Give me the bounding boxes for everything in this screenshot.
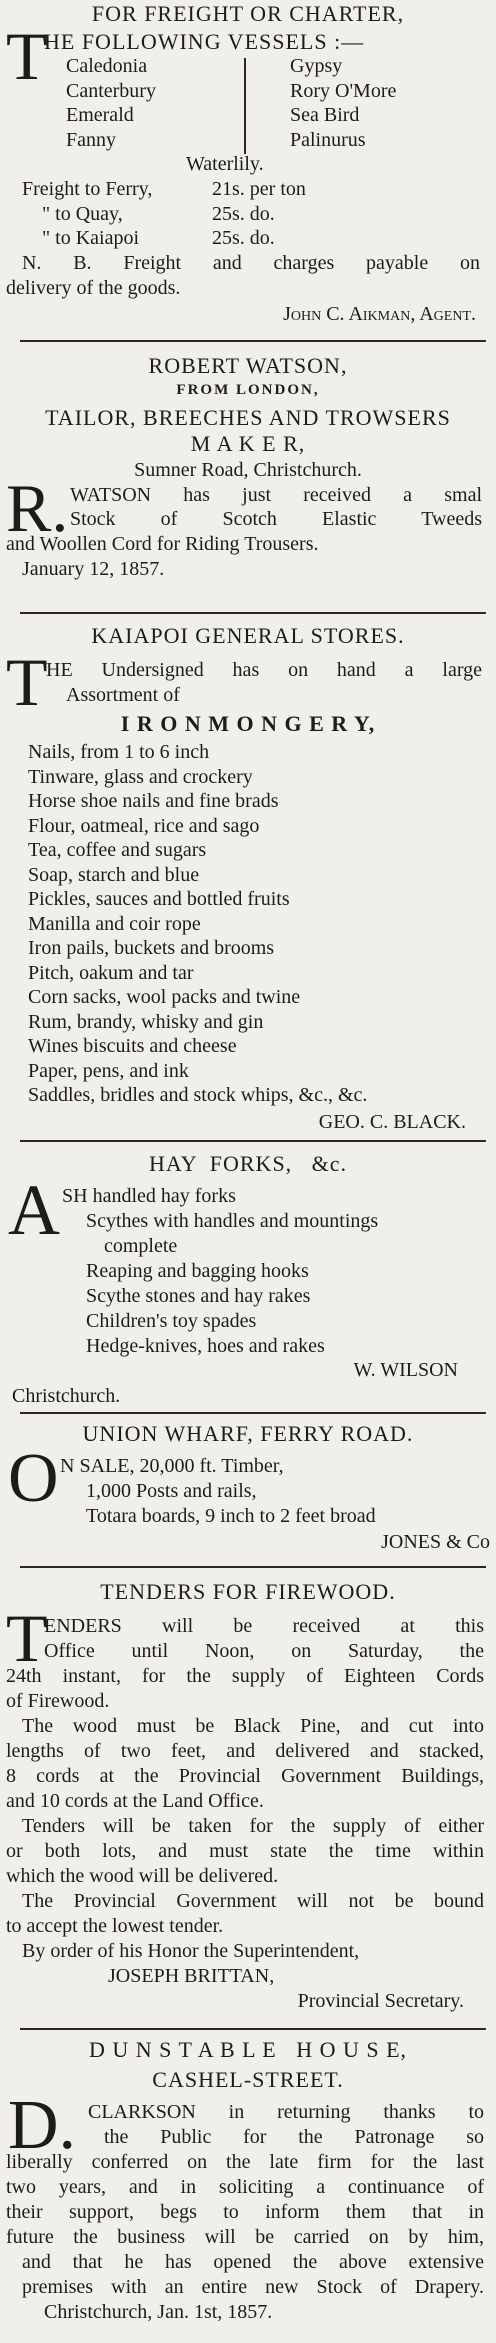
vessels-heading: FOR FREIGHT OR CHARTER, [91, 1, 405, 26]
freight-note-continued: delivery of the goods. [6, 277, 181, 299]
tenders-line: By order of his Honor the Superintendent, [22, 1940, 360, 1962]
kaiapoi-items [28, 740, 367, 1108]
dunstable-dropcap: D. [8, 2087, 77, 2164]
vessels-intro: HE FOLLOWING VESSELS :— [44, 29, 365, 54]
watson-body-line: WATSON has just received a smal [70, 484, 482, 506]
watson-trade: TAILOR, BREECHES AND TROWSERS [45, 405, 451, 430]
list-item: Iron pails, buckets and brooms [28, 937, 275, 959]
freight-rates [22, 177, 442, 251]
hayforks-dropcap: A [8, 1170, 60, 1250]
union-heading: UNION WHARF, FERRY ROAD. [82, 1421, 414, 1446]
list-item: Pickles, sauces and bottled fruits [28, 888, 290, 910]
dunstable-date: Christchurch, Jan. 1st, 1857. [44, 2301, 273, 2323]
watson-date: January 12, 1857. [22, 558, 165, 580]
watson-name: ROBERT WATSON, [148, 353, 348, 378]
divider [20, 1140, 486, 1142]
list-item: Soap, starch and blue [28, 863, 200, 886]
list-item: Rum, brandy, whisky and gin [28, 1010, 264, 1033]
divider [20, 1412, 486, 1414]
tenders-line: lengths of two feet, and delivered and stacked, [6, 1740, 484, 1762]
hayforks-line: Scythes with handles and mountings [86, 1210, 379, 1232]
tenders-line: ENDERS will be received at this [44, 1615, 484, 1637]
dunstable-line: liberally conferred on the late firm for the last [6, 2151, 484, 2173]
union-signature: JONES & Co [381, 1531, 490, 1553]
divider [20, 2028, 486, 2030]
tenders-line: to accept the lowest tender. [6, 1915, 224, 1937]
kaiapoi-intro-continued: Assortment of [66, 684, 180, 706]
dunstable-street: CASHEL-STREET. [152, 2067, 344, 2092]
tenders-line: Office until Noon, on Saturday, the [44, 1640, 484, 1662]
vessels-divider [244, 58, 246, 154]
list-item: Manilla and coir rope [28, 912, 201, 935]
list-item: Wines biscuits and cheese [28, 1035, 237, 1057]
kaiapoi-signature: GEO. C. BLACK. [318, 1111, 466, 1133]
list-item: Saddles, bridles and stock whips, &c., &c. [28, 1084, 368, 1106]
tenders-line: The wood must be Black Pine, and cut into [22, 1715, 484, 1737]
union-dropcap: O [8, 1440, 59, 1517]
vessels-list-right [290, 54, 396, 152]
hayforks-line: complete [104, 1235, 178, 1257]
watson-body-line: and Woollen Cord for Riding Trousers. [6, 533, 319, 555]
tenders-line: 24th instant, for the supply of Eighteen Cords [6, 1665, 484, 1687]
vessel-name: Sea Bird [290, 104, 360, 126]
dunstable-line: two years, and in soliciting a continuance of [6, 2176, 484, 2198]
tenders-heading: TENDERS FOR FIREWOOD. [100, 1579, 396, 1604]
vessels-list-left [66, 54, 156, 152]
rate-row: " to Quay, 25s. do. [42, 202, 275, 225]
hayforks-line: SH handled hay forks [62, 1185, 236, 1207]
tenders-line: of Firewood. [6, 1690, 110, 1712]
vessel-name: Palinurus [290, 128, 366, 151]
vessel-name-waterlily: Waterlily. [186, 153, 264, 175]
tenders-line: and 10 cords at the Land Office. [6, 1790, 264, 1812]
vessel-name: Fanny [66, 128, 116, 151]
hayforks-signature: W. WILSON [353, 1359, 458, 1381]
hayforks-line: Children's toy spades [86, 1310, 257, 1332]
list-item: Tinware, glass and crockery [28, 765, 253, 788]
freight-note: N. B. Freight and charges payable on [22, 252, 480, 274]
list-item: Tea, coffee and sugars [28, 839, 207, 861]
tenders-line: The Provincial Government will not be bound [22, 1890, 484, 1912]
list-item: Nails, from 1 to 6 inch [28, 741, 210, 763]
list-item: Pitch, oakum and tar [28, 961, 194, 984]
vessel-name: Canterbury [66, 79, 156, 102]
dunstable-line: future the business will be carried on by him, [6, 2226, 484, 2248]
kaiapoi-dropcap: T [6, 644, 48, 720]
union-line: N SALE, 20,000 ft. Timber, [60, 1455, 284, 1477]
divider [20, 612, 486, 614]
union-line: Totara boards, 9 inch to 2 feet broad [86, 1505, 376, 1527]
list-item: Corn sacks, wool packs and twine [28, 986, 301, 1008]
rate-row: Freight to Ferry, 21s. per ton [22, 178, 306, 200]
hayforks-line: Scythe stones and hay rakes [86, 1285, 311, 1307]
hayforks-line: Reaping and bagging hooks [86, 1260, 309, 1282]
tenders-line: which the wood will be delivered. [6, 1865, 279, 1887]
dunstable-heading: D U N S T A B L E H O U S E, [88, 2037, 408, 2062]
union-line: 1,000 Posts and rails, [86, 1480, 257, 1502]
tenders-line: Tenders will be taken for the supply of either [22, 1815, 484, 1837]
watson-maker: M A K E R, [190, 431, 306, 456]
vessel-name: Rory O'More [290, 79, 397, 102]
tenders-signature-title: Provincial Secretary. [297, 1990, 464, 2012]
hayforks-heading: HAY FORKS, &c. [148, 1151, 348, 1176]
list-item: Paper, pens, and ink [28, 1059, 189, 1082]
watson-dropcap: R. [6, 470, 69, 546]
dunstable-line: CLARKSON in returning thanks to [88, 2101, 484, 2123]
vessels-dropcap: T [6, 18, 48, 94]
dunstable-line: the Public for the Patronage so [104, 2126, 484, 2148]
vessel-name: Gypsy [290, 55, 343, 77]
tenders-line: 8 cords at the Provincial Government Buildings, [6, 1765, 484, 1787]
dunstable-line: their support, begs to inform them that in [6, 2201, 484, 2223]
tenders-signature: JOSEPH BRITTAN, [108, 1965, 275, 1987]
hayforks-place: Christchurch. [12, 1385, 121, 1407]
kaiapoi-subject: I R O N M O N G E R Y, [120, 711, 376, 736]
divider [20, 340, 486, 342]
list-item: Flour, oatmeal, rice and sago [28, 814, 260, 837]
kaiapoi-heading: KAIAPOI GENERAL STORES. [91, 623, 405, 648]
divider [20, 1566, 486, 1568]
kaiapoi-intro: HE Undersigned has on hand a large [46, 659, 482, 681]
vessel-name: Caledonia [66, 55, 148, 77]
tenders-dropcap: T [6, 1600, 48, 1676]
rate-row: " to Kaiapoi 25s. do. [42, 227, 275, 249]
watson-body-line: Stock of Scotch Elastic Tweeds [70, 508, 482, 530]
dunstable-line: premises with an entire new Stock of Drapery. [22, 2276, 484, 2298]
hayforks-line: Hedge-knives, hoes and rakes [86, 1335, 325, 1357]
tenders-line: or both lots, and must state the time within [6, 1840, 484, 1862]
watson-address: Sumner Road, Christchurch. [134, 459, 362, 481]
vessels-signature: John C. Aikman, Agent. [283, 303, 476, 325]
watson-from: FROM LONDON, [176, 382, 320, 398]
vessel-name: Emerald [66, 104, 134, 126]
dunstable-line: and that he has opened the above extensive [22, 2251, 484, 2273]
list-item: Horse shoe nails and fine brads [28, 790, 279, 812]
